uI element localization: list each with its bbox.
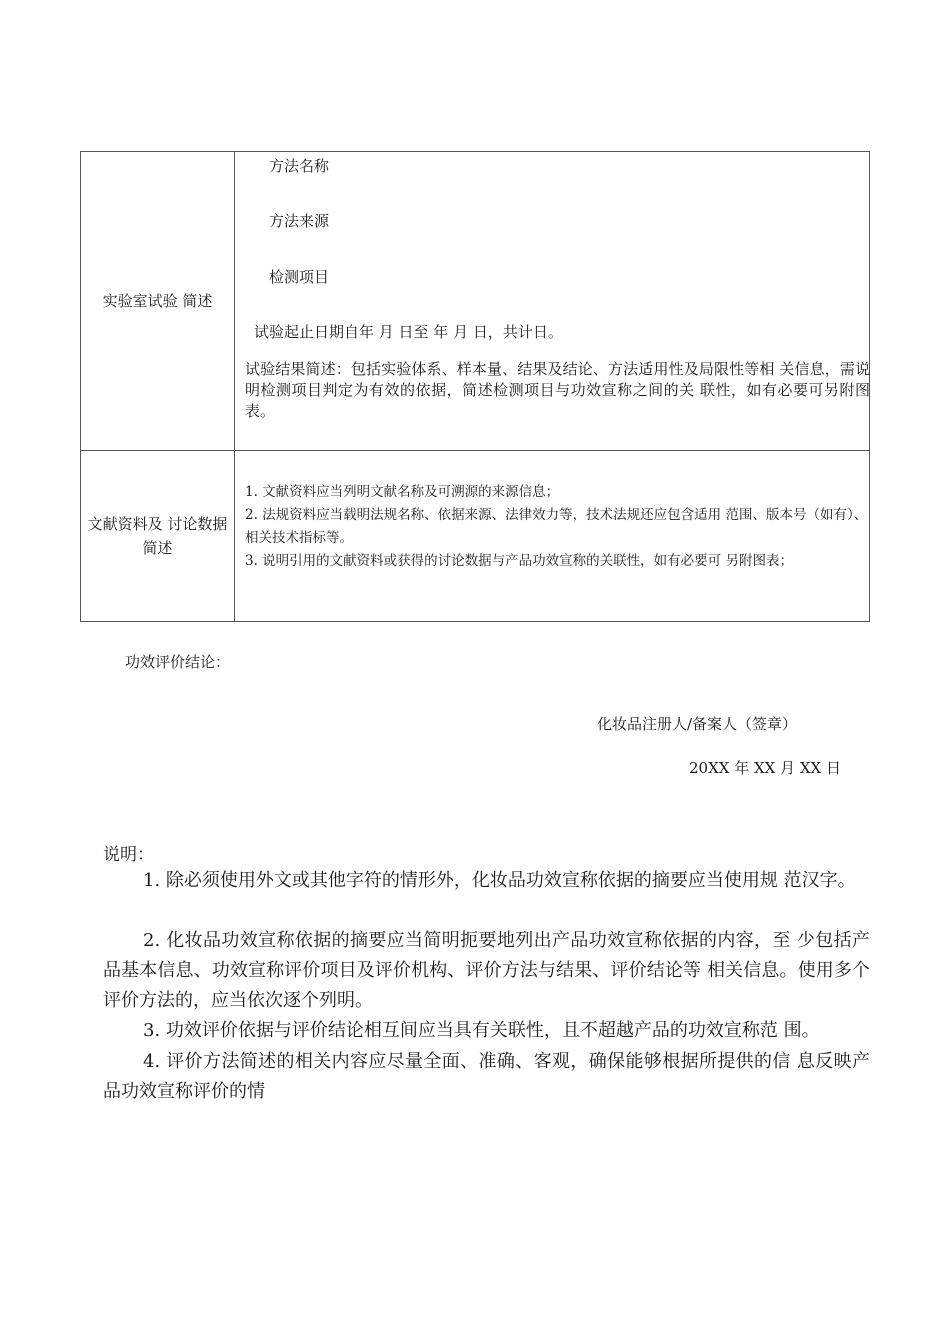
lab-test-label: 实验室试验 简述 [81, 152, 235, 451]
summary-table [80, 151, 870, 622]
note-item: 4. 评价方法简述的相关内容应尽量全面、准确、客观，确保能够根据所提供的信 息反映产品功效宣称评价的情 [103, 1051, 870, 1102]
literature-item: 3. 说明引用的文献资料或获得的讨论数据与产品功效宣称的关联性，如有必要可 另附图表； [245, 553, 793, 569]
literature-row [81, 451, 870, 622]
lab-test-row [81, 152, 870, 451]
note-item: 1. 除必须使用外文或其他字符的情形外，化妆品功效宣称依据的摘要应当使用规 范汉字。 [143, 870, 856, 891]
test-period: 试验起止日期自年 月 日至 年 月 日，共计日。 [254, 323, 563, 341]
signature-line: 化妆品注册人/备案人（签章） [597, 715, 798, 733]
literature-content [235, 451, 870, 622]
note-item: 3. 功效评价依据与评价结论相互间应当具有关联性，且不超越产品的功效宣称范 围。 [143, 1020, 820, 1041]
test-items: 检测项目 [269, 268, 330, 286]
result-summary: 试验结果简述：包括实验体系、样本量、结果及结论、方法适用性及局限性等相 关信息，需说明检测项目判定为有效的依据，简述检测项目与功效宣称之间的关 联性，如有必要可另附图表。 [245, 360, 870, 420]
conclusion-label: 功效评价结论： [125, 653, 231, 671]
note-item: 2. 化妆品功效宣称依据的摘要应当简明扼要地列出产品功效宣称依据的内容，至 少包括产品基本信息、功效宣称评价项目及评价机构、评价方法与结果、评价结论等 相关信息。使用多个评价方法的，应当依次逐个列明。 [103, 930, 870, 1011]
literature-item: 1. 文献资料应当列明文献名称及可溯源的来源信息； [245, 484, 560, 500]
literature-label: 文献资料及 讨论数据简述 [81, 451, 235, 622]
notes-title: 说明： [103, 845, 154, 865]
lab-test-content [235, 152, 870, 451]
literature-item: 2. 法规资料应当载明法规名称、依据来源、法律效力等，技术法规还应包含适用 范围、版本号（如有）、相关技术指标等。 [245, 507, 868, 546]
date-line: 20XX 年 XX 月 XX 日 [689, 759, 841, 777]
method-source: 方法来源 [269, 212, 330, 230]
method-name: 方法名称 [269, 157, 330, 175]
literature-list [245, 481, 870, 573]
